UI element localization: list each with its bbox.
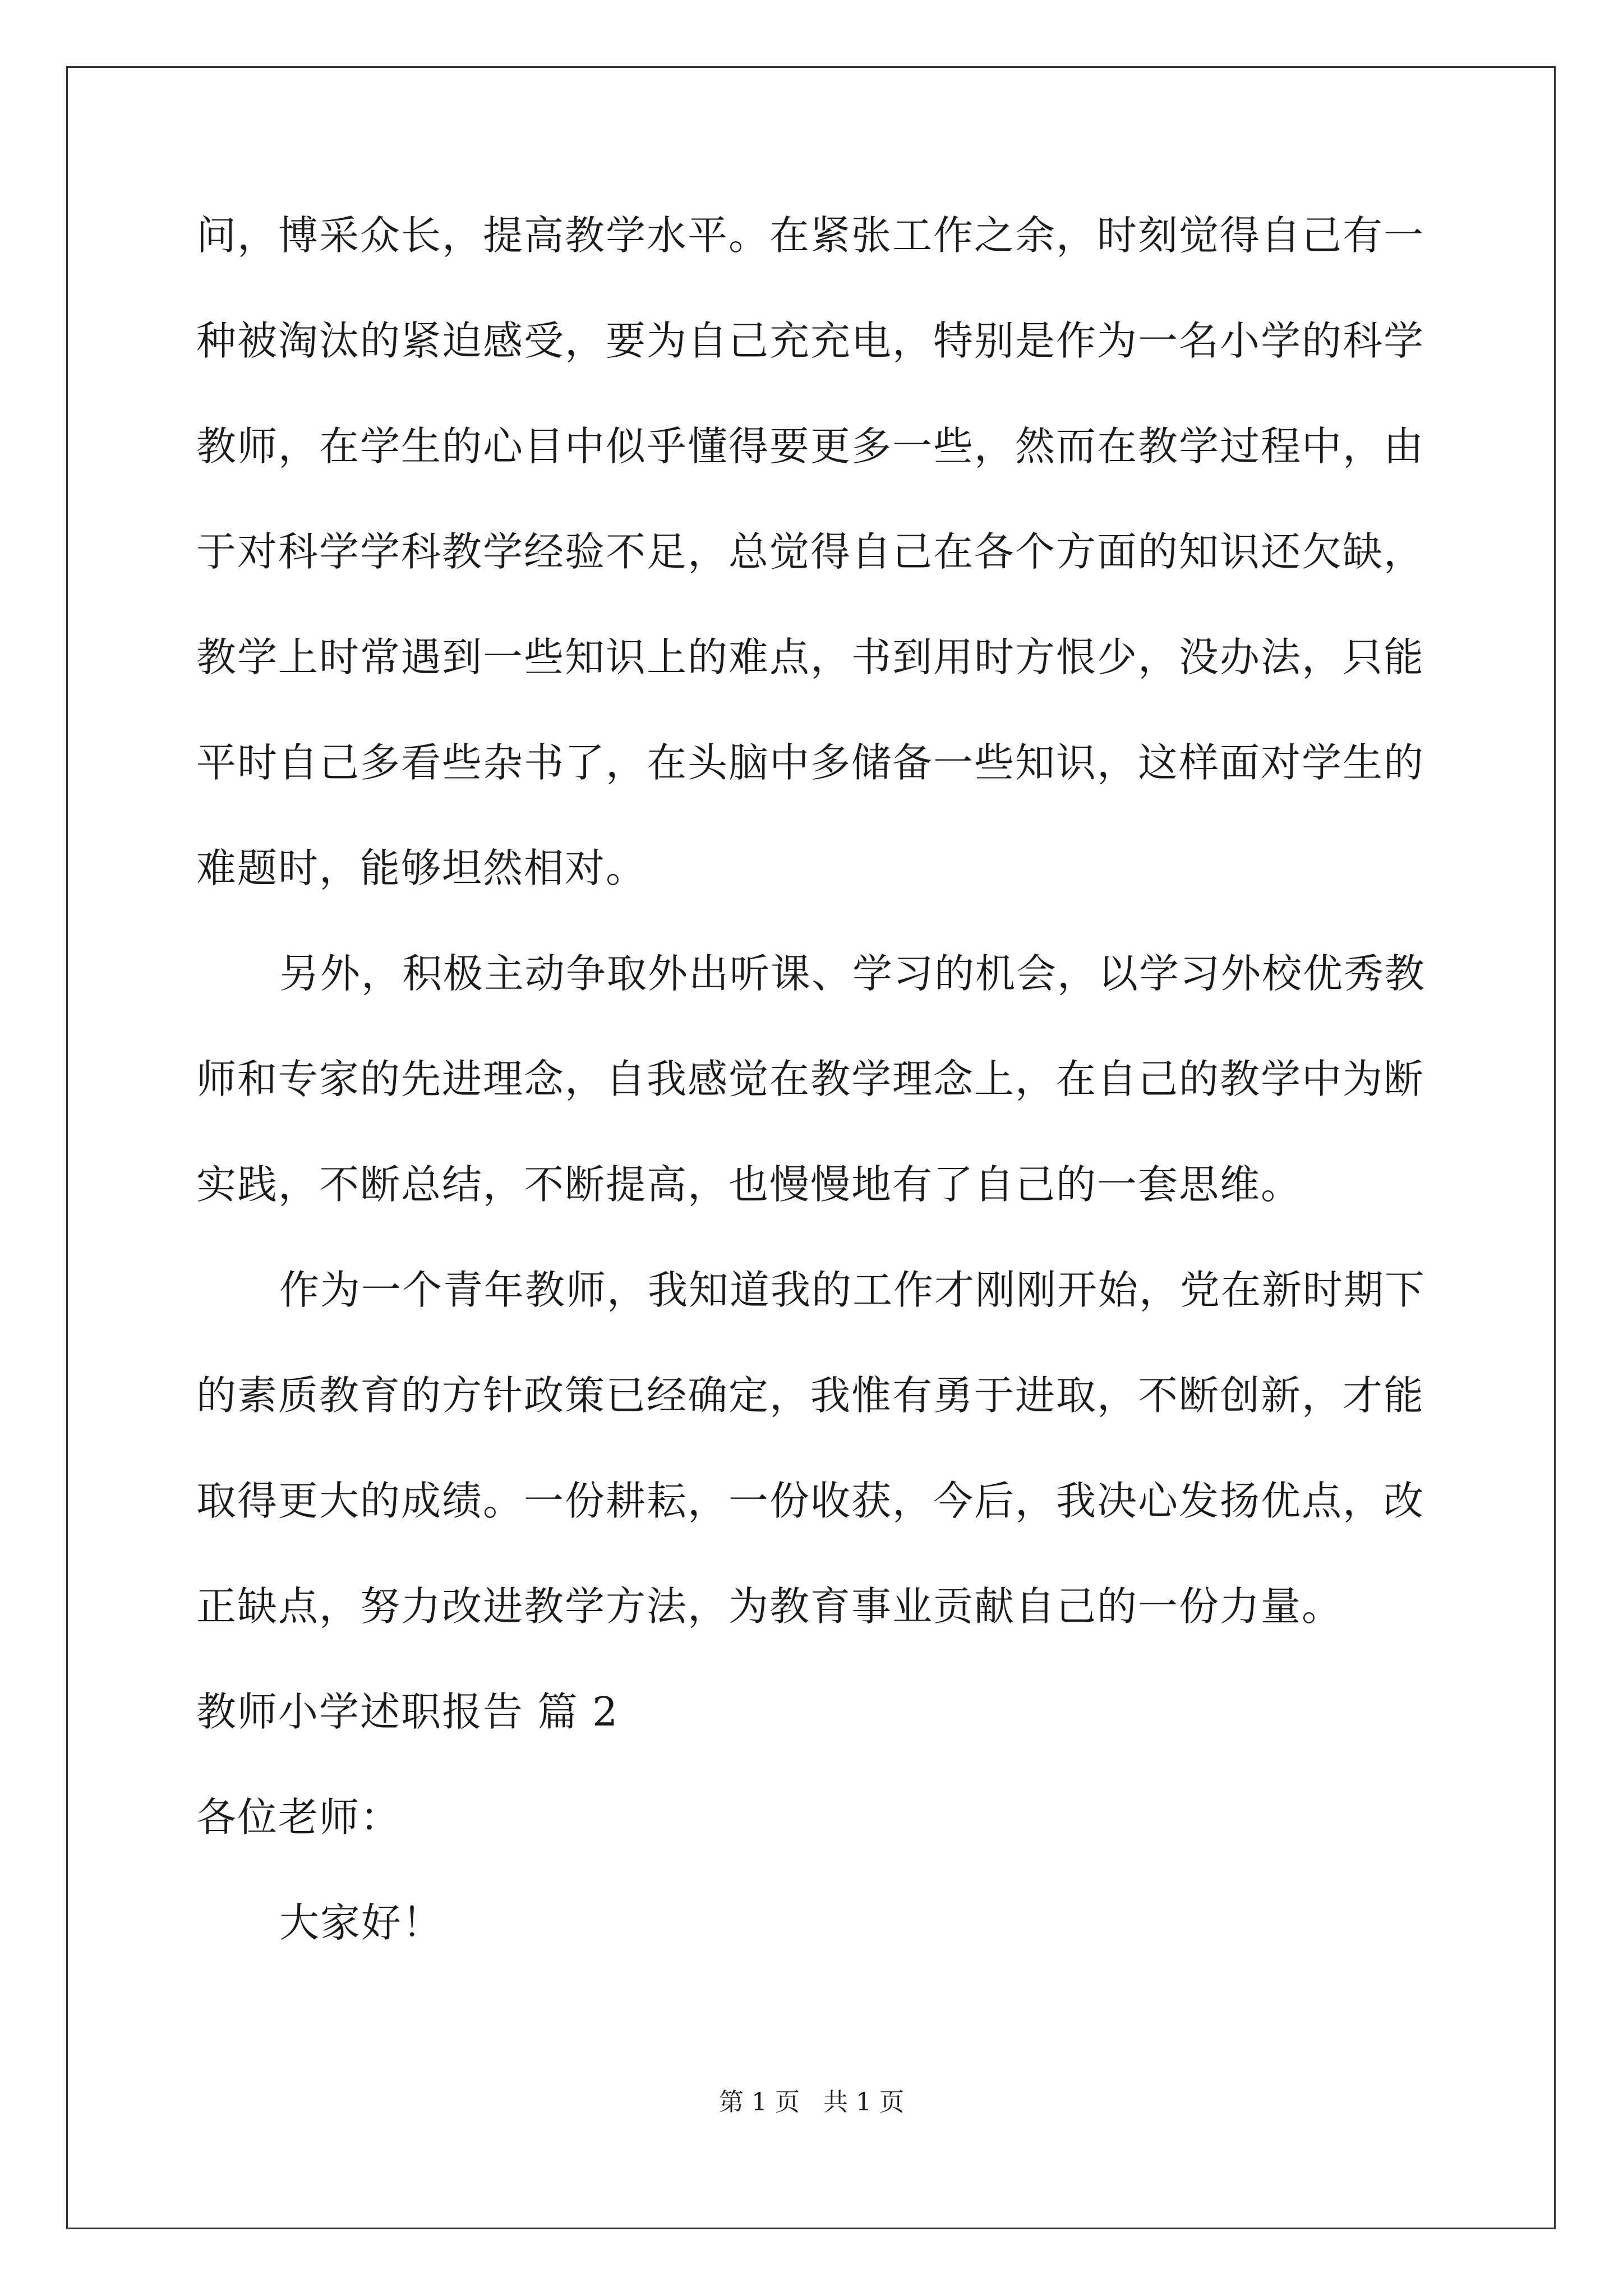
text-line: 于对科学学科教学经验不足，总觉得自己在各个方面的知识还欠缺， [196, 528, 1425, 575]
text-line: 问，博采众长，提高教学水平。在紧张工作之余，时刻觉得自己有一 [196, 212, 1425, 259]
text-line: 的素质教育的方针政策已经确定，我惟有勇于进取，不断创新，才能 [196, 1372, 1425, 1419]
text-line: 种被淘汰的紧迫感受，要为自己充充电，特别是作为一名小学的科学 [196, 318, 1425, 364]
text-line: 师和专家的先进理念，自我感觉在教学理念上，在自己的教学中为断 [196, 1056, 1425, 1102]
greeting: 大家好！ [279, 1899, 444, 1946]
text-line: 教学上时常遇到一些知识上的难点，书到用时方恨少，没办法，只能 [196, 634, 1425, 680]
text-line: 教师，在学生的心目中似乎懂得要更多一些，然而在教学过程中，由 [196, 423, 1425, 470]
paragraph-first-line: 作为一个青年教师，我知道我的工作才刚刚开始，党在新时期下 [279, 1267, 1426, 1313]
paragraph-first-line: 另外，积极主动争取外出听课、学习的机会，以学习外校优秀教 [279, 950, 1426, 997]
text-line: 平时自己多看些杂书了，在头脑中多储备一些知识，这样面对学生的 [196, 739, 1425, 786]
page-footer [0, 2086, 1623, 2119]
section-heading: 教师小学述职报告 篇 2 [196, 1688, 619, 1735]
page-total: 共 1 页 [823, 2088, 904, 2116]
text-line: 正缺点，努力改进教学方法，为教育事业贡献自己的一份力量。 [196, 1583, 1343, 1630]
text-line: 实践，不断总结，不断提高，也慢慢地有了自己的一套思维。 [196, 1161, 1302, 1208]
salutation: 各位老师： [196, 1794, 402, 1841]
text-line: 难题时，能够坦然相对。 [196, 845, 647, 891]
text-line: 取得更大的成绩。一份耕耘，一份收获，今后，我决心发扬优点，改 [196, 1478, 1425, 1524]
page-number: 第 1 页 [719, 2088, 800, 2116]
